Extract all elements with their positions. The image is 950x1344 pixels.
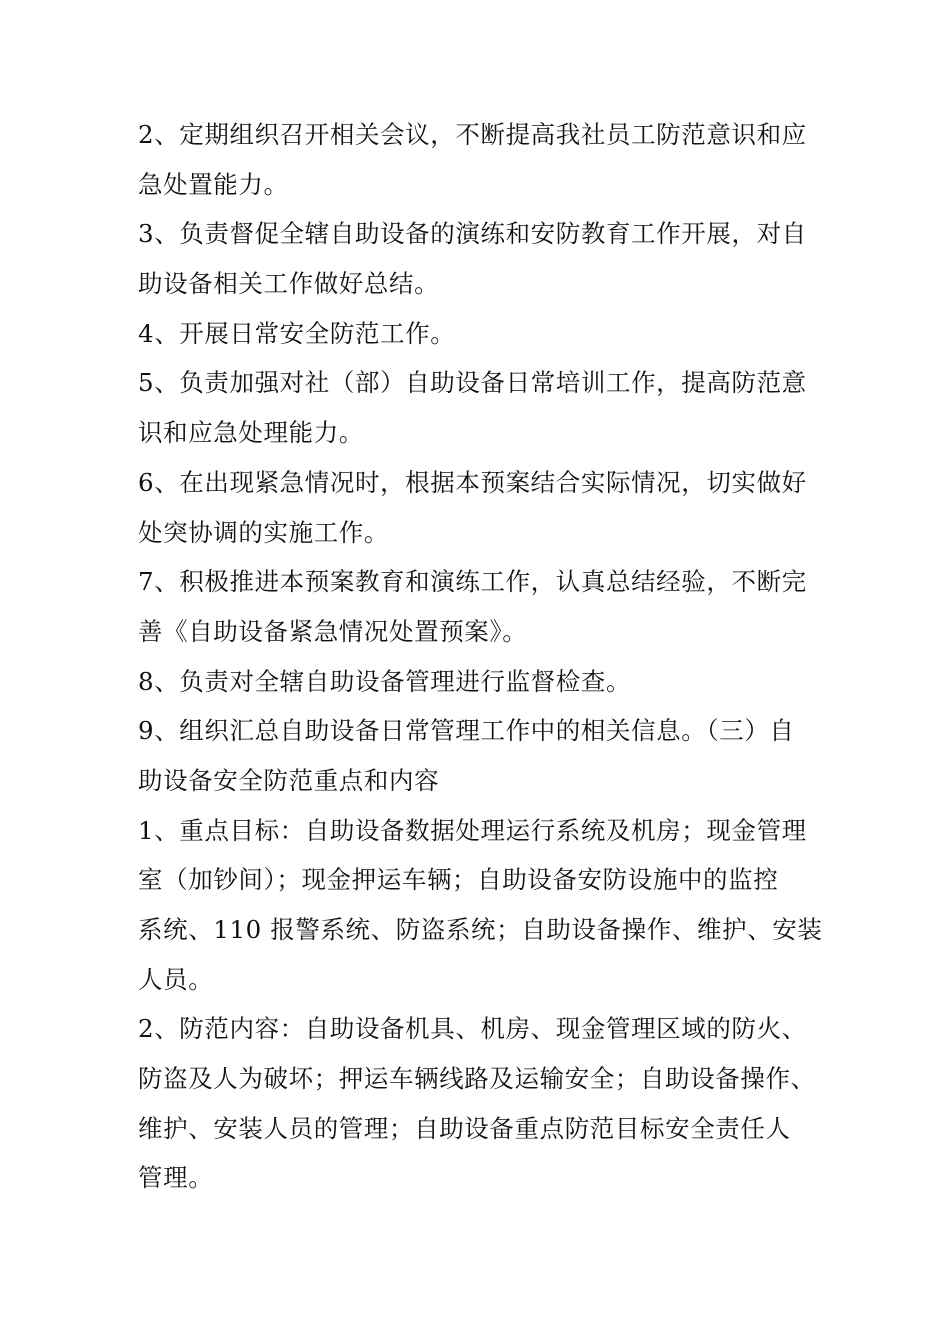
text-line: 防盗及人为破坏；押运车辆线路及运输安全；自助设备操作、 bbox=[138, 1064, 816, 1094]
text-line: 善《自助设备紧急情况处置预案》。 bbox=[138, 616, 528, 646]
text-line: 3、负责督促全辖自助设备的演练和安防教育工作开展，对自 bbox=[138, 219, 807, 249]
text-line: 人员。 bbox=[138, 964, 214, 994]
text-line: 1、重点目标：自助设备数据处理运行系统及机房；现金管理 bbox=[138, 815, 807, 845]
text-line: 管理。 bbox=[138, 1163, 214, 1193]
text-line: 识和应急处理能力。 bbox=[138, 418, 364, 448]
text-line: 2、定期组织召开相关会议，不断提高我社员工防范意识和应 bbox=[138, 120, 807, 149]
text-line: 急处置能力。 bbox=[138, 169, 289, 199]
text-line: 2、防范内容：自助设备机具、机房、现金管理区域的防火、 bbox=[138, 1014, 807, 1044]
text-line: 4、开展日常安全防范工作。 bbox=[138, 318, 456, 348]
text-line: 室（加钞间）；现金押运车辆；自助设备安防设施中的监控 bbox=[138, 865, 779, 895]
text-line: 系统、110 报警系统、防盗系统；自助设备操作、维护、安装 bbox=[138, 915, 823, 944]
text-line: 助设备相关工作做好总结。 bbox=[138, 269, 440, 299]
text-line: 6、在出现紧急情况时，根据本预案结合实际情况，切实做好 bbox=[138, 467, 807, 497]
text-line: 处突协调的实施工作。 bbox=[138, 517, 389, 547]
text-line: 维护、安装人员的管理；自助设备重点防范目标安全责任人 bbox=[138, 1113, 791, 1143]
document-body bbox=[138, 110, 828, 1203]
text-line: 8、负责对全辖自助设备管理进行监督检查。 bbox=[138, 666, 632, 696]
text-line: 7、积极推进本预案教育和演练工作，认真总结经验，不断完 bbox=[138, 567, 807, 597]
text-line: 5、负责加强对社（部）自助设备日常培训工作，提高防范意 bbox=[138, 368, 807, 398]
text-line: 助设备安全防范重点和内容 bbox=[138, 765, 440, 795]
text-line: 9、组织汇总自助设备日常管理工作中的相关信息。（三）自 bbox=[138, 716, 795, 746]
